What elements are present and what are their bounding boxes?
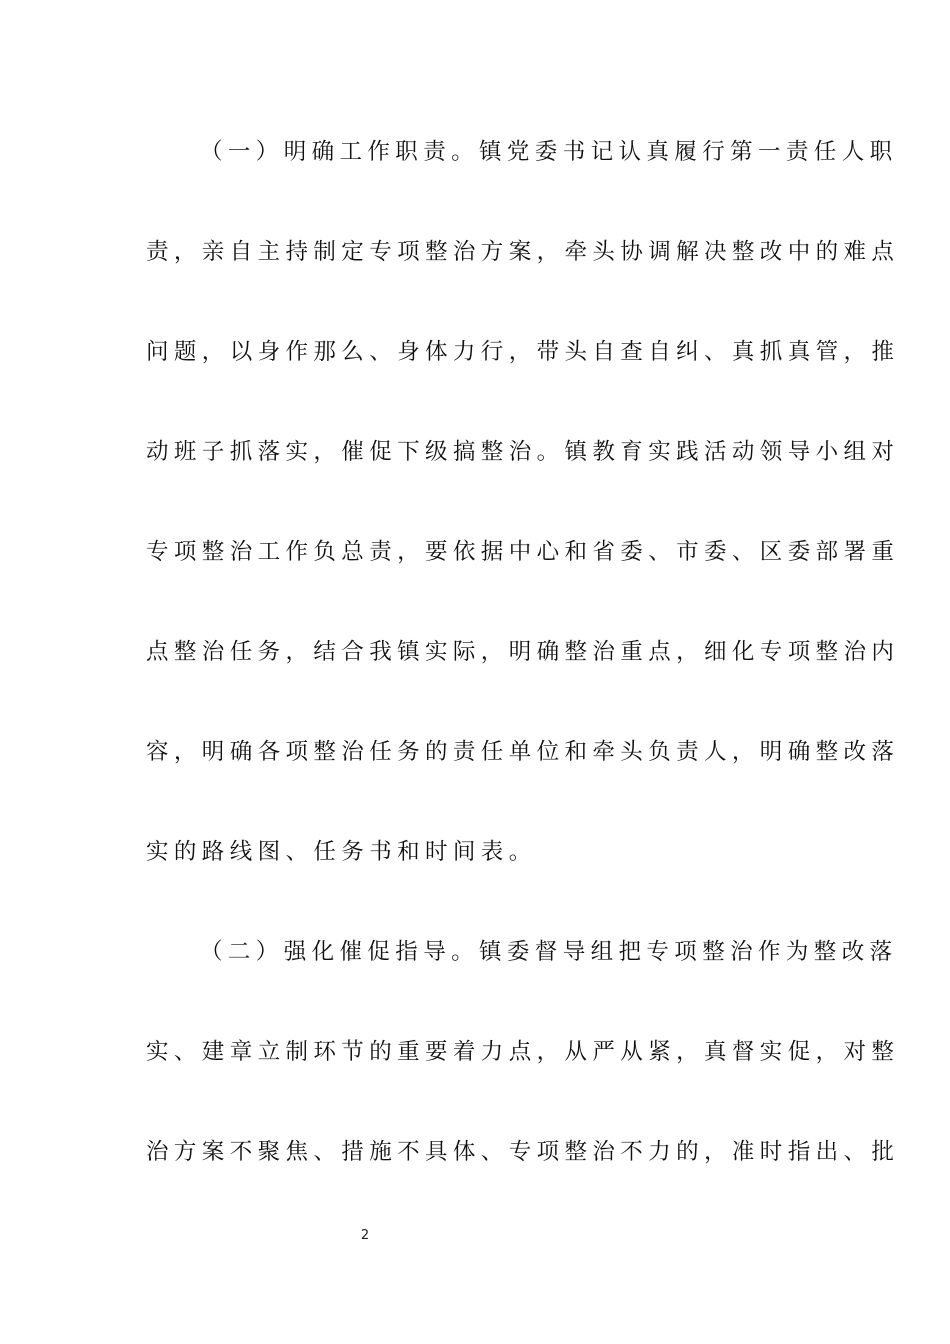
paragraph-1-line-5: 专项整治工作负总责，要依据中心和省委、市委、区委部署重 <box>146 539 900 565</box>
paragraph-1-line-8: 实的路线图、任务书和时间表。 <box>146 839 537 865</box>
paragraph-2-line-3: 治方案不聚焦、措施不具体、专项整治不力的，准时指出、批 <box>146 1139 900 1165</box>
paragraph-2-line-2: 实、建章立制环节的重要着力点，从严从紧，真督实促，对整 <box>146 1039 900 1065</box>
paragraph-1-line-4: 动班子抓落实，催促下级搞整治。镇教育实践活动领导小组对 <box>146 439 900 465</box>
paragraph-1-line-1: （一）明确工作职责。镇党委书记认真履行第一责任人职 <box>200 139 898 165</box>
paragraph-2-line-1: （二）强化催促指导。镇委督导组把专项整治作为整改落 <box>200 939 898 965</box>
paragraph-1-line-7: 容，明确各项整治任务的责任单位和牵头负责人，明确整改落 <box>146 739 900 765</box>
paragraph-1-line-3: 问题，以身作那么、身体力行，带头自查自纠、真抓真管，推 <box>146 339 900 365</box>
paragraph-1-line-2: 责，亲自主持制定专项整治方案，牵头协调解决整改中的难点 <box>146 239 900 265</box>
page-number: 2 <box>360 1228 370 1243</box>
paragraph-1-line-6: 点整治任务，结合我镇实际，明确整治重点，细化专项整治内 <box>146 639 900 665</box>
